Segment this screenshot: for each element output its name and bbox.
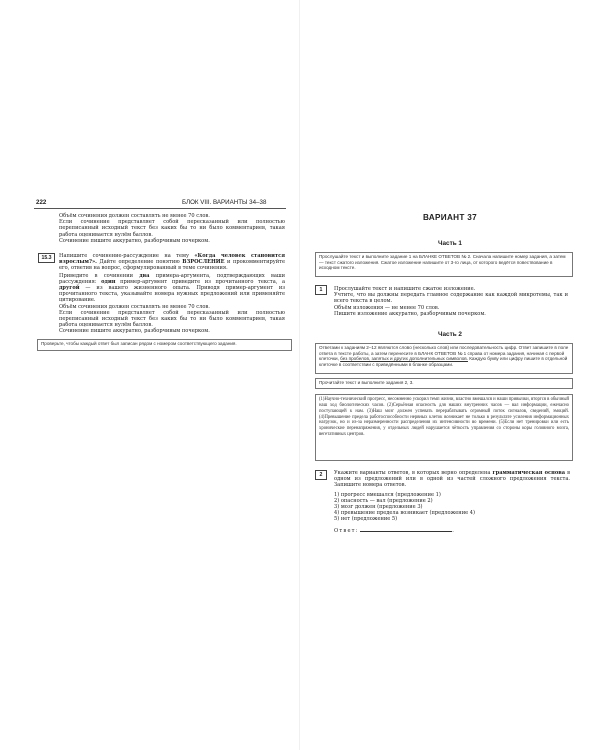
intro-line: Сочинение пишите аккуратно, разборчивым почерком. (59, 237, 210, 244)
task-1-line: Прослушайте текст и напишите сжатое изложение. (334, 286, 476, 292)
part1-instructions-box (315, 252, 573, 277)
task-paragraph: Объём сочинения должен составлять не менее 70 слов. (59, 303, 210, 310)
reminder-text: Проверьте, чтобы каждый ответ был записан рядом с номером соответствующего задания. (41, 341, 237, 346)
part1-instructions: Прослушайте текст и выполните задание 1 на БЛАНКЕ ОТВЕТОВ № 2. Сначала напишите номер задания, а затем — текст сжатого изложения. Сжатое изложение напишите от 3-го лица, от которого ведётся повествование в исходном тексте. (319, 254, 566, 271)
task-2-number: 2 (315, 470, 327, 480)
task-paragraph: Если сочинение представляет собой пересказанный или полностью переписанный исходный текст без каких бы то ни было комментариев, такая работа оценивается нулём баллов. (59, 309, 285, 329)
read-text-instruction: Прочитайте текст и выполните задания 2, 3. (319, 380, 414, 385)
task-paragraph: Сочинение пишите аккуратно, разборчивым почерком. (59, 328, 210, 335)
intro-line: Объём сочинения должен составлять не менее 70 слов. (59, 213, 210, 219)
answer-option: 3) мозг должен (предложение 3) (334, 504, 423, 511)
task-1-line: Объём изложения — не менее 70 слов. (334, 304, 440, 311)
task-paragraph: Приведите в сочинении два примера-аргумента, подтверждающих ваши рассуждения: один пример-аргумент приведите из прочитанного текста, а другой — из вашего жизненного опыта. Приводя пример-аргумент из прочитанного текста, указывайте номера нужных предложений или применяйте цитирование. (59, 272, 285, 304)
task-15-3 (59, 253, 285, 335)
intro-line: Если сочинение представляет собой пересказанный или полностью переписанный исходный текст без каких бы то ни было комментариев, такая работа оценивается нулём баллов. (59, 219, 285, 238)
source-text-box (315, 394, 573, 461)
answer-option: 5) нет (предложение 5) (334, 516, 398, 523)
task-paragraph: Напишите сочинение-рассуждение на тему «Когда человек становится взрослым?». Дайте определение понятию ВЗРОСЛЕНИЕ и прокомментируйте его, ответив на вопрос, сформулированный в теме сочинения. (59, 253, 286, 272)
running-head: БЛОК VIII. ВАРИАНТЫ 34–38 (182, 199, 267, 206)
answer-option: 4) превышение предела возникает (предложение 4) (334, 510, 475, 517)
answer-label: Ответ: (334, 527, 359, 534)
task-1 (334, 286, 568, 317)
answer-option: 1) прогресс вмешался (предложение 1) (334, 491, 441, 498)
page-number: 222 (36, 199, 47, 206)
variant-title: ВАРИАНТ 37 (423, 213, 477, 222)
task-2-question: Укажите варианты ответов, в которых верно определена грамматическая основа в одном из предложений или в одной из частей сложного предложения текста. Запишите номера ответов. (334, 470, 570, 489)
task-1-line: Пишите изложение аккуратно, разборчивым почерком. (334, 310, 486, 317)
intro-block (59, 213, 285, 244)
right-page (300, 0, 600, 750)
answer-option: 2) опасность — вал (предложение 2) (334, 497, 433, 504)
task-number-box: 15.3 (38, 253, 55, 263)
part2-title: Часть 2 (438, 331, 462, 338)
answer-row: Ответ: . (334, 527, 454, 534)
header-rule (34, 208, 286, 209)
reminder-box (37, 339, 292, 351)
part2-instructions: Ответами к заданиям 2–12 являются слово (несколько слов) или последовательность цифр. Ответ запишите в поле ответа в тексте работы, а затем перенесите в БЛАНК ОТВЕТОВ № 1 справа от номера задания, начиная с первой клеточки, без пробелов, запятых и других дополнительных символов. Каждую букву или цифру пишите в отдельной клеточке в соответствии с приведёнными в бланке образцами. (319, 345, 569, 368)
answer-field[interactable] (360, 526, 452, 532)
read-text-box (315, 378, 573, 389)
part1-title: Часть 1 (438, 240, 462, 247)
part2-instructions-box (315, 343, 573, 374)
source-text: (1)Научно-технический прогресс, несомненно ускорил темп жизни, властно вмешался и наши привычки, вторгся в обычный наш ход биологических часов. (2)Серьёзная опасность для наших внутренних часов — вал информации, ежечасно поступающей к нам. (3)Наш мозг должен успевать перерабатывать огромный поток сигналов, сведений, эмоций. (4)Превышение предела работоспособности нервных клеток возникает не только в результате усиления информационных нагрузок, но и из-за неразмеренности распределения их интенсивности во времени. (5)Если нет тренировки или есть хронические перенапряжения, у отдельных людей нарушается чёткость управления со стороны коры головного мозга, вегетативных центров. (319, 397, 569, 438)
task-2 (334, 470, 570, 534)
task-1-line: Учтите, что вы должны передать главное содержание как каждой микротемы, так и всего текста в целом. (334, 292, 568, 305)
task-1-number: 1 (315, 285, 327, 295)
